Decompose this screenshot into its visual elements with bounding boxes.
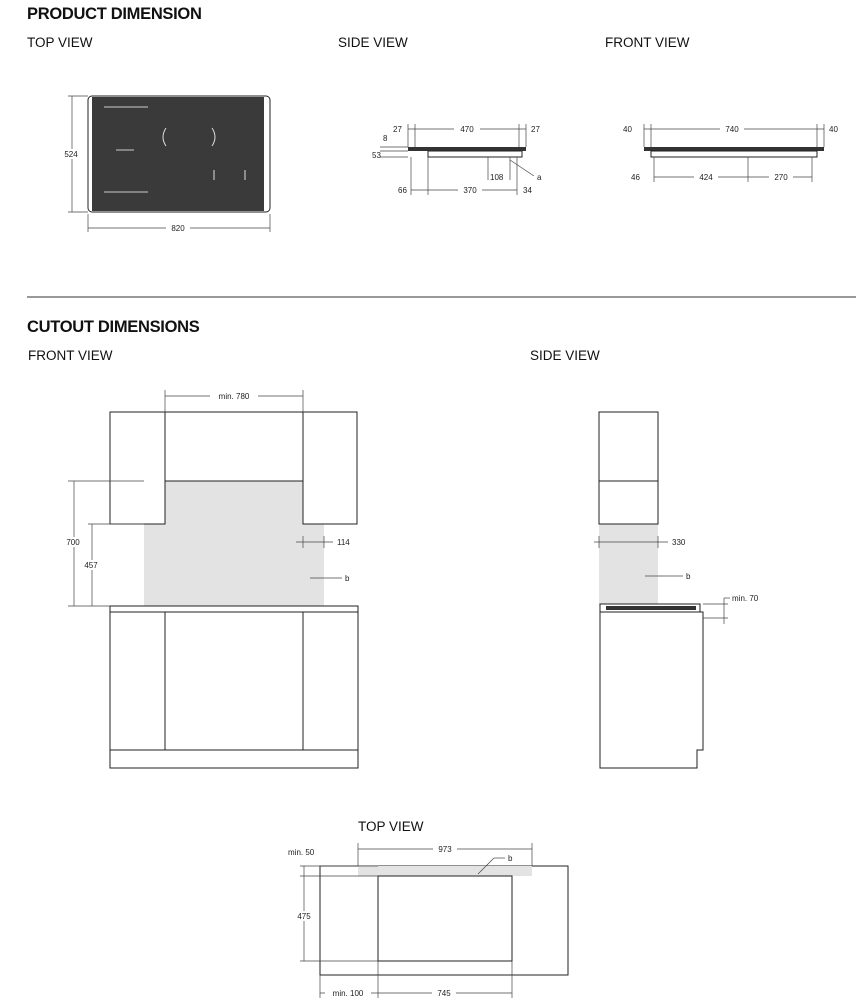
- cutout-side-view-label: SIDE VIEW: [530, 348, 600, 363]
- side-bottom-left-label: 66: [398, 186, 407, 195]
- side-top-width-label: 470: [460, 125, 474, 134]
- cutout-height-lower-label: 457: [84, 561, 98, 570]
- product-front-view: [623, 124, 838, 182]
- product-top-width-label: 820: [171, 224, 185, 233]
- cutout-front-view-label: FRONT VIEW: [28, 348, 113, 363]
- cutout-height-total-label: 700: [66, 538, 80, 547]
- front-glass-plate: [644, 147, 824, 151]
- front-right-label: 40: [829, 125, 838, 134]
- upper-cabinet-right: [303, 412, 357, 524]
- top-depth-label: 475: [297, 912, 311, 921]
- cutout-top-view: [288, 843, 568, 998]
- product-top-view: [63, 96, 270, 233]
- plinth: [110, 750, 358, 768]
- cutout-side-gap-label: 114: [337, 538, 350, 547]
- cutout-side-view: [594, 412, 759, 768]
- front-bottom-left-label: 46: [631, 173, 640, 182]
- front-bottom-mid-label: 424: [699, 173, 713, 182]
- side-right-overhang-label: 27: [531, 125, 540, 134]
- cutout-front-view: [64, 390, 358, 768]
- side-depth-label: 53: [372, 151, 381, 160]
- cutout-min-width-label: min. 780: [218, 392, 250, 401]
- side-bottom-right-label: 34: [523, 186, 532, 195]
- callout-leader: [510, 160, 534, 176]
- product-dimension-title: PRODUCT DIMENSION: [27, 5, 202, 23]
- top-cut-width-label: 745: [437, 989, 451, 998]
- hob-glass-surface: [92, 97, 264, 211]
- front-width-label: 740: [725, 125, 739, 134]
- top-width-label: 973: [438, 845, 452, 854]
- side-glass-thickness-label: 8: [383, 134, 388, 143]
- product-side-view: [372, 124, 542, 195]
- side-upper-cabinet-bottom: [599, 481, 658, 524]
- product-top-view-label: TOP VIEW: [27, 35, 93, 50]
- side-callout-a: a: [537, 173, 542, 182]
- front-body: [651, 151, 817, 157]
- side-glass-plate: [408, 147, 526, 151]
- side-left-overhang-label: 27: [393, 125, 402, 134]
- side-hob-installed: [606, 606, 696, 610]
- top-min-left-label: min. 100: [332, 989, 364, 998]
- top-clearance-strip: [358, 866, 532, 876]
- cutout-top-view-label: TOP VIEW: [358, 819, 424, 834]
- cutout-dimensions-title: CUTOUT DIMENSIONS: [27, 318, 200, 336]
- side-body: [428, 151, 522, 157]
- worktop: [110, 606, 358, 612]
- side-inner-label: 108: [490, 173, 504, 182]
- front-left-label: 40: [623, 125, 632, 134]
- side-clearance-zone: [599, 524, 658, 606]
- product-side-view-label: SIDE VIEW: [338, 35, 408, 50]
- side-bottom-mid-label: 370: [463, 186, 477, 195]
- upper-cabinet-left: [110, 412, 165, 524]
- upper-cabinet-middle: [165, 412, 303, 481]
- product-front-view-label: FRONT VIEW: [605, 35, 690, 50]
- side-base-cabinet: [600, 612, 703, 768]
- base-cabinet-middle: [165, 612, 303, 750]
- side-upper-cabinet-top: [599, 412, 658, 481]
- cutout-opening: [378, 876, 512, 961]
- product-top-height-label: 524: [64, 150, 78, 159]
- cutout-side-min-gap-label: min. 70: [732, 594, 759, 603]
- top-callout-b: b: [508, 854, 513, 863]
- front-bottom-right-label: 270: [774, 173, 788, 182]
- cutout-side-callout-b: b: [686, 572, 691, 581]
- top-min-front-label: min. 50: [288, 848, 315, 857]
- base-cabinet-right: [303, 612, 358, 750]
- cutout-front-callout-b: b: [345, 574, 350, 583]
- side-depth-label-330: 330: [672, 538, 686, 547]
- base-cabinet-left: [110, 612, 165, 750]
- clearance-zone: [144, 481, 324, 606]
